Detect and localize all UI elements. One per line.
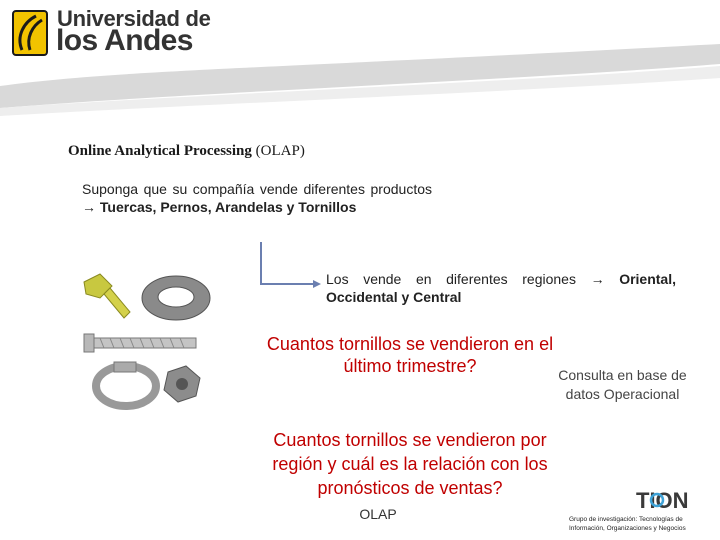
question-by-region: Cuantos tornillos se vendieron por región y cuál es la relación con los pronósticos de ventas?	[272, 430, 548, 498]
bolt-icon	[84, 274, 130, 318]
paragraph-regions	[326, 270, 676, 306]
question-last-quarter: Cuantos tornillos se vendieron en el último trimestre?	[266, 334, 554, 376]
arrow-icon: →	[590, 271, 605, 287]
olap-label: OLAP	[359, 506, 397, 522]
elbow-arrow-icon	[255, 240, 325, 290]
p2-text: Los vende en diferentes regiones	[326, 271, 576, 287]
slide-title	[68, 143, 305, 160]
washer-icon	[142, 276, 210, 320]
p1-bold: Tuercas, Pernos, Arandelas y Tornillos	[99, 199, 357, 215]
tion-logo-icon	[636, 486, 690, 514]
university-name-line1: Universidad de	[57, 6, 211, 31]
nut-icon	[164, 366, 200, 402]
operational-db-note: Consulta en base de datos Operacional	[558, 367, 687, 402]
title-paren: (OLAP)	[255, 143, 305, 159]
p1-text: Suponga que su compañía vende diferentes productos	[82, 181, 432, 197]
arrow-icon: →	[82, 199, 96, 215]
p2-bold: Oriental, Occidental y Central	[326, 271, 676, 305]
university-name-line2: los Andes	[56, 24, 193, 57]
clamp-icon	[96, 362, 156, 406]
title-main: Online Analytical Processing	[68, 143, 252, 159]
hardware-parts-image	[70, 268, 230, 416]
screw-icon	[84, 334, 196, 352]
tion-logo-text: TION	[636, 488, 689, 513]
paragraph-products	[82, 180, 432, 216]
university-logo-icon	[12, 10, 48, 56]
research-group-caption: Grupo de investigación: Tecnologías de Información, Organizaciones y Negocios	[569, 516, 686, 532]
